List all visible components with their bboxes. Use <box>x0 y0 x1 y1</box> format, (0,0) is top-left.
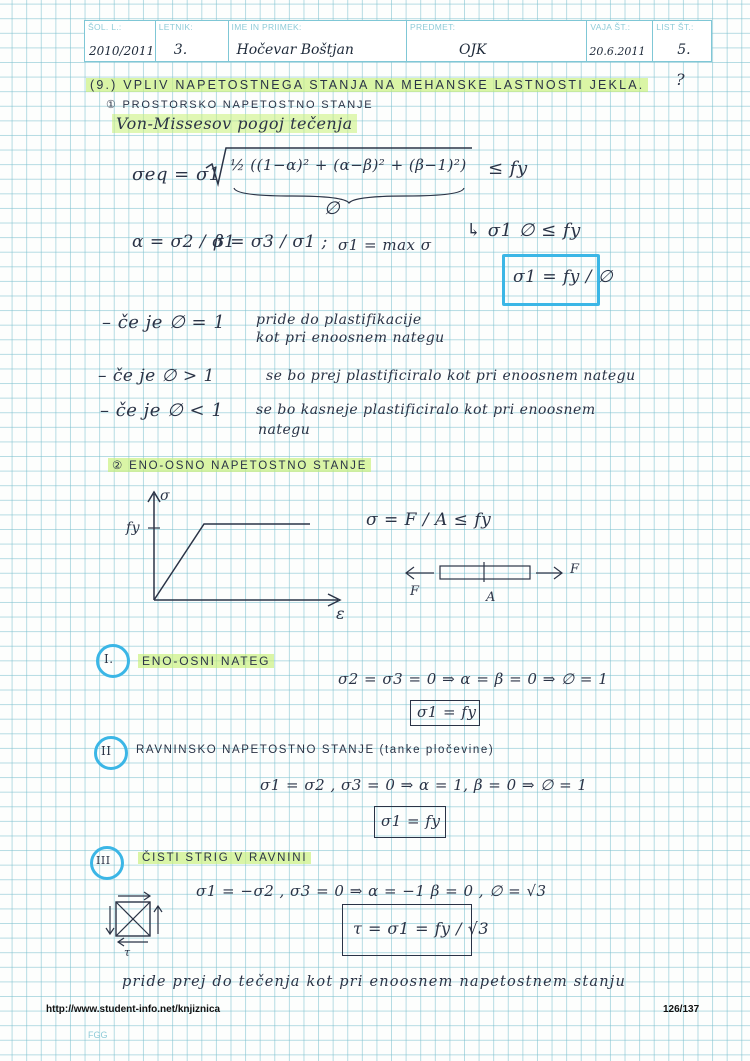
underbrace <box>232 186 466 204</box>
roman-3: III <box>96 854 111 867</box>
vaja-value: 20.6.2011 <box>589 45 646 58</box>
sol-label: ŠOL. L.: <box>88 22 122 32</box>
eq-main-left: σeq = σ1 <box>132 164 221 185</box>
predmet-value: OJK <box>458 42 487 58</box>
roman-circle-1 <box>96 644 130 678</box>
letnik-label: LETNIK: <box>158 22 194 32</box>
case-iii-closing: pride prej do tečenja kot pri enoosnem napetostnem stanju <box>122 974 626 990</box>
sigma-max: σ1 = max σ <box>338 236 432 254</box>
tension-bar <box>404 562 564 584</box>
case1-text2: kot pri enoosnem nategu <box>256 330 445 346</box>
case-iii-box-text: τ = σ1 = fy / √3 <box>353 919 490 938</box>
fgg-mark: FGG <box>88 1030 108 1040</box>
header-table <box>84 20 712 62</box>
case2-text: se bo prej plastificiralo kot pri enoosnem nategu <box>266 368 636 384</box>
tau-label: τ <box>124 946 131 959</box>
force-left: F <box>410 584 420 599</box>
area-label: A <box>486 590 496 605</box>
case-ii-heading: RAVNINSKO NAPETOSTNO STANJE (tanke pločevine) <box>136 744 495 756</box>
case-i-box-text: σ1 = fy <box>417 703 477 721</box>
header-vaja <box>587 21 653 61</box>
force-right: F <box>570 562 580 577</box>
section1-subheading: Von-Missesov pogoj tečenja <box>112 114 357 133</box>
section2-heading: ② ENO-OSNO NAPETOSTNO STANJE <box>108 458 371 472</box>
case-ii-eq: σ1 = σ2 , σ3 = 0 ⇒ α = 1, β = 0 ⇒ ∅ = 1 <box>260 776 588 794</box>
phi-under: ∅ <box>324 198 341 219</box>
case-iii-box <box>342 904 490 956</box>
list-label: LIST ŠT.: <box>656 22 694 32</box>
list-value: 5. <box>677 42 691 58</box>
result-box <box>502 254 614 306</box>
axis-y-label: σ <box>160 488 171 504</box>
header-sol <box>85 21 156 61</box>
eq-main-right: ≤ fy <box>488 158 528 179</box>
stress-strain-graph <box>120 488 350 628</box>
shear-element-sketch <box>92 884 182 954</box>
case1-text: pride do plastifikacije <box>256 312 422 328</box>
eq-main-root: ½ ((1−α)² + (α−β)² + (β−1)²) <box>230 156 467 174</box>
case2-cond: – če je ∅ > 1 <box>98 366 215 386</box>
arrow-result: ↳ σ1 ∅ ≤ fy <box>466 220 581 241</box>
result-box-text: σ1 = fy / ∅ <box>513 267 614 287</box>
case3-text2: nategu <box>258 422 311 438</box>
vaja-label: VAJA ŠT.: <box>590 22 631 32</box>
case3-cond: – če je ∅ < 1 <box>100 400 224 421</box>
axis-x-label: ε <box>336 604 346 623</box>
case3-text: se bo kasneje plastificiralo kot pri enoosnem <box>256 402 596 418</box>
header-letnik <box>156 21 229 61</box>
footer-url: http://www.student-info.net/knjiznica <box>46 1004 221 1015</box>
alpha-def: α = σ2 / σ1 <box>132 232 236 252</box>
case-i-heading: ENO-OSNI NATEG <box>138 654 274 668</box>
roman-circle-2 <box>94 736 128 770</box>
case1-cond: – če je ∅ = 1 <box>102 312 226 333</box>
case-iii-eq: σ1 = −σ2 , σ3 = 0 ⇒ α = −1 β = 0 , ∅ = √3 <box>196 882 547 900</box>
roman-circle-3 <box>90 846 124 880</box>
case-i-eq: σ2 = σ3 = 0 ⇒ α = β = 0 ⇒ ∅ = 1 <box>338 670 609 688</box>
roman-2: II <box>101 744 112 758</box>
title-mark: ? <box>676 70 686 89</box>
header-ime <box>229 21 407 61</box>
footer-page-number: 126/137 <box>663 1004 700 1015</box>
header-list <box>653 21 711 61</box>
header-predmet <box>407 21 587 61</box>
case-i-box <box>410 700 480 726</box>
ime-label: IME IN PRIIMEK: <box>231 22 302 32</box>
uniaxial-formula: σ = F / A ≤ fy <box>366 510 492 530</box>
ime-value: Hočevar Boštjan <box>236 42 354 58</box>
case-ii-box <box>374 806 446 838</box>
beta-def: β = σ3 / σ1 ; <box>214 232 328 252</box>
fy-label: fy <box>126 520 141 536</box>
letnik-value: 3. <box>173 42 188 58</box>
predmet-label: PREDMET: <box>409 22 456 32</box>
roman-1: I. <box>104 652 114 666</box>
page-title: (9.) VPLIV NAPETOSTNEGA STANJA NA MEHANSKE LASTNOSTI JEKLA. <box>86 78 648 92</box>
section1-heading: ① PROSTORSKO NAPETOSTNO STANJE <box>106 99 374 111</box>
case-ii-box-text: σ1 = fy <box>381 812 441 830</box>
sol-value: 2010/2011 <box>89 44 155 58</box>
case-iii-heading: ČISTI STRIG V RAVNINI <box>138 852 311 864</box>
